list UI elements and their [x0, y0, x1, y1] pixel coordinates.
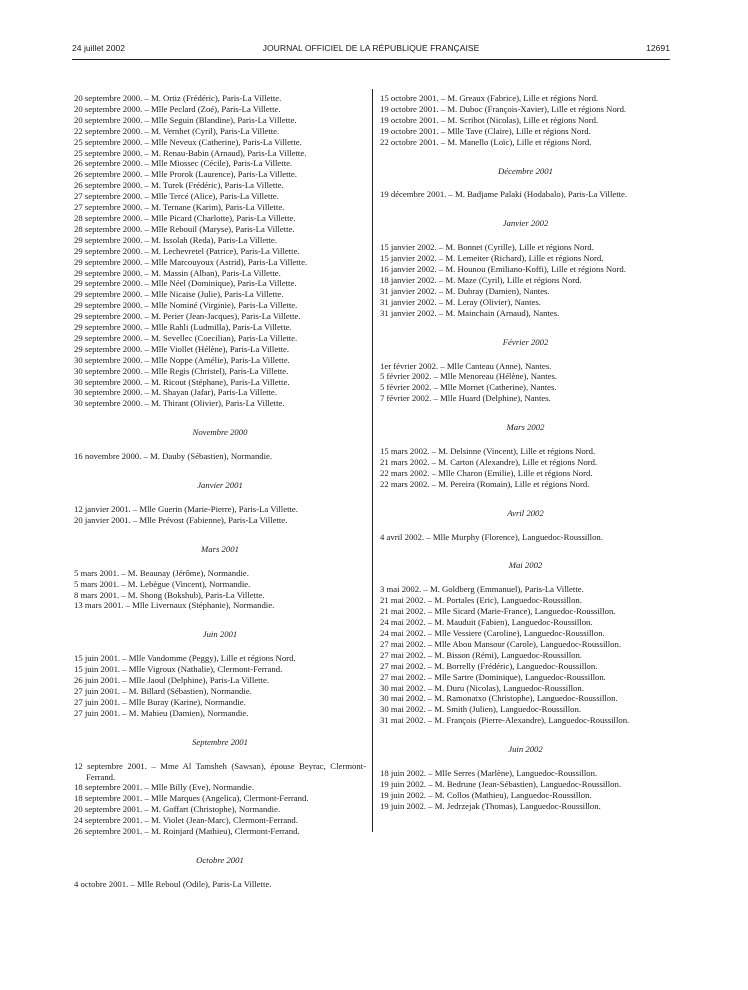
month-heading: Mars 2002 — [506, 422, 545, 433]
appointment-entry: 18 septembre 2001. – Mlle Billy (Eve), Normandie. — [74, 782, 254, 793]
appointment-entry: 12 septembre 2001. – Mme Al Tamsheh (Sawsan), épouse Beyrac, Clermont-Ferrand. — [74, 760, 366, 782]
appointment-entry: 19 juin 2002. – M. Collos (Mathieu), Languedoc-Roussillon. — [380, 789, 592, 800]
appointment-entry: 7 février 2002. – Mlle Huard (Delphine), Nantes. — [380, 393, 551, 404]
appointment-entry: 18 septembre 2001. – Mlle Marques (Angelica), Clermont-Ferrand. — [74, 793, 309, 804]
appointment-entry: 26 septembre 2000. – Mlle Prorok (Laurence), Paris-La Villette. — [74, 169, 297, 180]
appointment-entry: 21 mars 2002. – M. Carton (Alexandre), Lille et régions Nord. — [380, 456, 598, 467]
appointment-entry: 5 février 2002. – Mlle Mornet (Catherine), Nantes. — [380, 382, 557, 393]
appointment-entry: 30 septembre 2000. – M. Thirant (Olivier), Paris-La Villette. — [74, 398, 285, 409]
appointment-entry: 16 novembre 2000. – M. Dauby (Sébastien), Normandie. — [74, 451, 273, 462]
appointment-entry: 20 janvier 2001. – Mlle Prévost (Fabienne), Paris-La Villette. — [74, 514, 288, 525]
appointment-entry: 13 mars 2001. – Mlle Livernaux (Stéphanie), Normandie. — [74, 600, 275, 611]
month-heading: Février 2002 — [502, 336, 549, 347]
month-heading: Avril 2002 — [507, 507, 544, 518]
appointment-entry: 19 octobre 2001. – M. Scribot (Nicolas), Lille et régions Nord. — [380, 114, 599, 125]
appointment-entry: 28 septembre 2000. – Mlle Rebouil (Maryse), Paris-La Villette. — [74, 223, 295, 234]
appointment-entry: 27 juin 2001. – M. Billard (Sébastien), Normandie. — [74, 685, 252, 696]
appointment-entry: 18 juin 2002. – Mlle Serres (Marlène), Languedoc-Roussillon. — [380, 768, 598, 779]
appointment-entry: 30 septembre 2000. – M. Ricout (Stéphane), Paris-La Villette. — [74, 376, 290, 387]
appointment-entry: 15 mars 2002. – M. Delsinne (Vincent), Lille et régions Nord. — [380, 446, 596, 457]
appointment-entry: 28 septembre 2000. – Mlle Picard (Charlotte), Paris-La Villette. — [74, 212, 296, 223]
appointment-entry: 30 septembre 2000. – Mlle Regis (Christel), Paris-La Villette. — [74, 365, 289, 376]
appointment-entry: 27 mai 2002. – M. Borrelly (Frédéric), Languedoc-Roussillon. — [380, 660, 598, 671]
appointment-entry: 29 septembre 2000. – Mlle Rahli (Ludmilla), Paris-La Villette. — [74, 322, 292, 333]
appointment-entry: 19 juin 2002. – M. Bedrune (Jean-Sébastien), Languedoc-Roussillon. — [380, 778, 622, 789]
appointment-entry: 26 juin 2001. – Mlle Jaoul (Delphine), Paris-La Villette. — [74, 675, 269, 686]
appointment-entry: 31 janvier 2002. – M. Dubray (Damien), Nantes. — [380, 285, 550, 296]
month-heading: Janvier 2002 — [502, 218, 549, 229]
appointment-entry: 16 janvier 2002. – M. Hounou (Emiliano-Koffi), Lille et régions Nord. — [380, 264, 626, 275]
appointment-entry: 27 mai 2002. – Mlle Sartre (Dominique), Languedoc-Roussillon. — [380, 671, 606, 682]
column-divider — [372, 89, 373, 832]
appointment-entry: 27 juin 2001. – M. Mahieu (Damien), Normandie. — [74, 707, 249, 718]
appointment-entry: 20 septembre 2000. – M. Ortiz (Frédéric), Paris-La Villette. — [74, 93, 282, 103]
month-heading: Mai 2002 — [508, 560, 543, 571]
page-number: 12691 — [646, 43, 670, 53]
appointment-entry: 29 septembre 2000. – M. Sevellec (Coecilian), Paris-La Villette. — [74, 332, 298, 343]
appointment-entry: 19 octobre 2001. – M. Duboc (François-Xavier), Lille et régions Nord. — [380, 103, 627, 114]
appointment-entry: 27 mai 2002. – Mlle Abou Mansour (Carole), Languedoc-Roussillon. — [380, 638, 622, 649]
appointment-entry: 27 septembre 2000. – Mlle Tercé (Alice), Paris-La Villette. — [74, 191, 279, 202]
appointment-entry: 26 septembre 2000. – M. Turek (Frédéric), Paris-La Villette. — [74, 180, 284, 191]
appointment-entry: 19 juin 2002. – M. Jedrzejak (Thomas), Languedoc-Roussillon. — [380, 800, 601, 811]
appointment-entry: 25 septembre 2000. – Mlle Neveux (Catherine), Paris-La Villette. — [74, 136, 302, 147]
month-heading: Novembre 2000 — [192, 427, 248, 438]
appointment-entry: 27 septembre 2000. – M. Ternane (Karim), Paris-La Villette. — [74, 202, 285, 213]
appointment-entry: 30 septembre 2000. – Mlle Noppe (Amélie), Paris-La Villette. — [74, 354, 290, 365]
month-heading: Mars 2001 — [201, 543, 239, 554]
appointment-entry: 27 mai 2002. – M. Bisson (Rémi), Languedoc-Roussillon. — [380, 649, 582, 660]
month-heading: Décembre 2001 — [498, 165, 553, 176]
running-header — [72, 43, 670, 57]
appointment-entry: 18 janvier 2002. – M. Maze (Cyril), Lille et régions Nord. — [380, 274, 582, 285]
month-heading: Juin 2002 — [508, 744, 543, 755]
appointment-entry: 26 septembre 2001. – M. Roinjard (Mathieu), Clermont-Ferrand. — [74, 826, 300, 837]
appointment-entry: 20 septembre 2000. – Mlle Peclard (Zoé), Paris-La Villette. — [74, 103, 281, 114]
appointment-entry: 31 janvier 2002. – M. Mainchain (Arnaud), Nantes. — [380, 307, 560, 318]
appointment-entry: 29 septembre 2000. – Mlle Néel (Dominique), Paris-La Villette. — [74, 278, 297, 289]
appointment-entry: 5 février 2002. – Mlle Menoreau (Hélène), Nantes. — [380, 371, 558, 382]
journal-title: JOURNAL OFFICIEL DE LA RÉPUBLIQUE FRANÇAISE — [262, 43, 480, 53]
appointment-entry: 29 septembre 2000. – M. Perier (Jean-Jacques), Paris-La Villette. — [74, 311, 301, 322]
left-column — [74, 93, 366, 890]
appointment-entry: 19 octobre 2001. – Mlle Tave (Claire), Lille et régions Nord. — [380, 125, 591, 136]
appointment-entry: 4 octobre 2001. – Mlle Reboul (Odile), Paris-La Villette. — [74, 878, 272, 889]
appointment-entry: 30 mai 2002. – M. Duru (Nicolas), Languedoc-Roussillon. — [380, 682, 584, 693]
appointment-entry: 20 septembre 2001. – M. Goffart (Christophe), Normandie. — [74, 804, 281, 815]
appointment-entry: 29 septembre 2000. – Mlle Nominé (Virginie), Paris-La Villette. — [74, 300, 298, 311]
appointment-entry: 19 décembre 2001. – M. Badjame Palaki (Hodabalo), Paris-La Villette. — [380, 189, 628, 200]
appointment-entry: 30 mai 2002. – M. Ramonatxo (Christophe), Languedoc-Roussillon. — [380, 693, 618, 704]
appointment-entry: 4 avril 2002. – Mlle Murphy (Florence), Languedoc-Roussillon. — [380, 531, 603, 542]
appointment-entry: 8 mars 2001. – M. Shong (Bokshub), Paris-La Villette. — [74, 589, 265, 600]
appointment-entry: 29 septembre 2000. – Mlle Marcouyoux (Astrid), Paris-La Villette. — [74, 256, 308, 267]
appointment-entry: 15 janvier 2002. – M. Bonnet (Cyrille), Lille et régions Nord. — [380, 242, 594, 253]
appointment-entry: 15 janvier 2002. – M. Lemeiter (Richard), Lille et régions Nord. — [380, 253, 604, 264]
appointment-entry: 5 mars 2001. – M. Beaunay (Jérôme), Normandie. — [74, 567, 249, 578]
month-heading: Juin 2001 — [202, 629, 238, 640]
month-heading: Octobre 2001 — [196, 854, 244, 865]
appointment-entry: 30 mai 2002. – M. Smith (Julien), Languedoc-Roussillon. — [380, 704, 582, 715]
appointment-entry: 29 septembre 2000. – M. Issolah (Reda), Paris-La Villette. — [74, 234, 277, 245]
appointment-entry: 29 septembre 2000. – M. Massin (Alban), Paris-La Villette. — [74, 267, 281, 278]
appointment-entry: 31 mai 2002. – M. François (Pierre-Alexandre), Languedoc-Roussillon. — [380, 715, 630, 726]
appointment-entry: 29 septembre 2000. – Mlle Nicaise (Julie), Paris-La Villette. — [74, 289, 284, 300]
appointment-entry: 22 mars 2002. – Mlle Charon (Emilie), Lille et régions Nord. — [380, 467, 593, 478]
appointment-entry: 22 mars 2002. – M. Pereira (Romain), Lille et régions Nord. — [380, 478, 590, 489]
appointment-entry: 29 septembre 2000. – M. Lechevretel (Patrice), Paris-La Villette. — [74, 245, 300, 256]
appointment-entry: 24 mai 2002. – Mlle Vessiere (Caroline), Languedoc-Roussillon. — [380, 628, 605, 638]
appointment-entry: 30 septembre 2000. – M. Shayan (Jafar), Paris-La Villette. — [74, 387, 277, 398]
appointment-entry: 1er février 2002. – Mlle Canteau (Anne), Nantes. — [380, 360, 552, 371]
appointment-entry: 27 juin 2001. – Mlle Buray (Karine), Normandie. — [74, 696, 246, 707]
appointment-entry: 22 septembre 2000. – M. Vernhet (Cyril), Paris-La Villette. — [74, 125, 280, 136]
appointment-entry: 21 mai 2002. – M. Portales (Eric), Languedoc-Roussillon. — [380, 595, 582, 606]
appointment-entry: 5 mars 2001. – M. Lebègue (Vincent), Normandie. — [74, 578, 251, 589]
appointment-entry: 15 octobre 2001. – M. Greaux (Fabrice), Lille et régions Nord. — [380, 93, 599, 103]
month-heading: Janvier 2001 — [197, 480, 243, 491]
header-date: 24 juillet 2002 — [72, 43, 126, 53]
header-rule — [72, 59, 670, 60]
right-column — [380, 93, 671, 812]
appointment-entry: 31 janvier 2002. – M. Leray (Olivier), Nantes. — [380, 296, 541, 307]
appointment-entry: 15 juin 2001. – Mlle Vigroux (Nathalie), Clermont-Ferrand. — [74, 664, 283, 675]
appointment-entry: 12 janvier 2001. – Mlle Guerin (Marie-Pierre), Paris-La Villette. — [74, 504, 298, 514]
appointment-entry: 22 octobre 2001. – M. Manello (Loïc), Lille et régions Nord. — [380, 136, 592, 147]
appointment-entry: 24 septembre 2001. – M. Violet (Jean-Marc), Clermont-Ferrand. — [74, 815, 298, 826]
month-heading: Septembre 2001 — [192, 736, 248, 747]
appointment-entry: 24 mai 2002. – M. Mauduit (Fabien), Languedoc-Roussillon. — [380, 617, 593, 628]
appointment-entry: 26 septembre 2000. – Mlle Miossec (Cécile), Paris-La Villette. — [74, 158, 293, 169]
appointment-entry: 29 septembre 2000. – Mlle Viollet (Hélène), Paris-La Villette. — [74, 343, 290, 354]
appointment-entry: 15 juin 2001. – Mlle Vandomme (Peggy), Lille et régions Nord. — [74, 653, 296, 664]
appointment-entry: 21 mai 2002. – Mlle Sicard (Marie-France), Languedoc-Roussillon. — [380, 606, 616, 617]
appointment-entry: 20 septembre 2000. – Mlle Seguin (Blandine), Paris-La Villette. — [74, 114, 297, 125]
appointment-entry: 3 mai 2002. – M. Goldberg (Emmanuel), Paris-La Villette. — [380, 584, 584, 595]
appointment-entry: 25 septembre 2000. – M. Renau-Babin (Arnaud), Paris-La Villette. — [74, 147, 307, 158]
